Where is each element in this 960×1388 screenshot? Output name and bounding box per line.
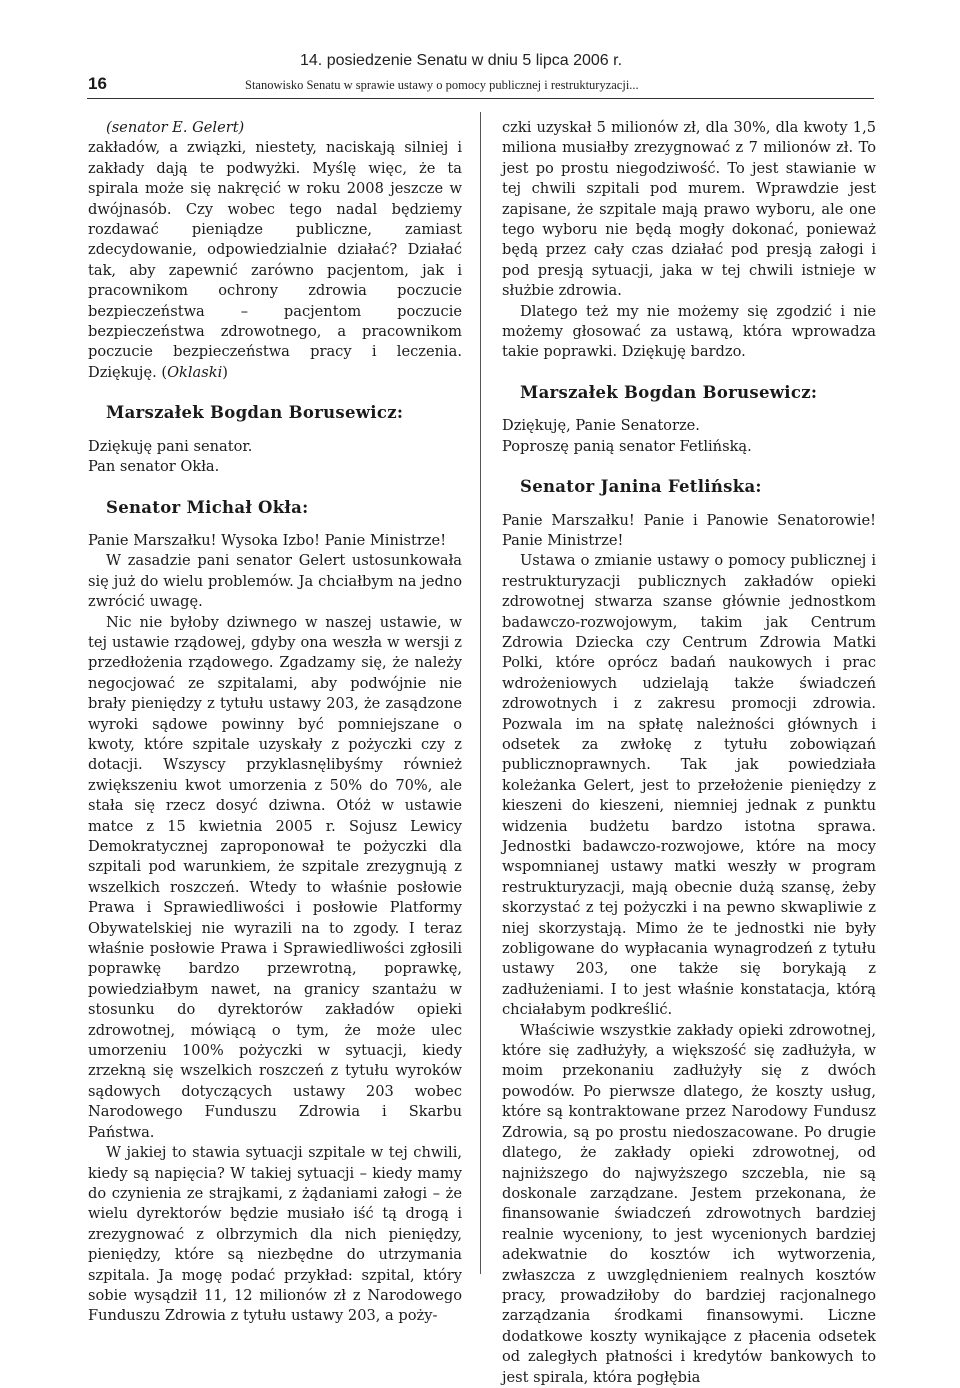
paragraph: Właściwie wszystkie zakłady opieki zdrowotnej, które się zadłużyły, a większość się zadłużyła, w moim przekonaniu zadłużyły się z dwóch powodów. Po pierwsze dlatego, że koszty usług, które są kontraktowane przez Narodowy Fundusz Zdrowia, są po prostu niedoszacowane. Po drugie dlatego, że zakłady opieki zdrowotnej, od najniższego do najwyższego szczebla, nie są doskonale zarządzane. Jestem przekonana, że finansowanie świadczeń zdrowotnych bardziej realnie wyceniony, to jest wycenionych bardziej adekwatnie do kosztów ich wytworzenia, zwłaszcza z uwzględnieniem realnych kosztów pracy, prowadziłoby do bardziej racjonalnego zarządzania środkami finansowymi. Liczne dodatkowe koszty wynikające z płacenia odsetek od zaległych płatności i kredytów bankowych to jest spirala, która pogłębia <box>502 1021 876 1386</box>
paragraph: Dlatego też my nie możemy się zgodzić i nie możemy głosować za ustawą, która wprowadza takie poprawki. Dziękuję bardzo. <box>502 302 876 361</box>
paragraph: Dziękuję pani senator. <box>88 437 253 455</box>
page-header-subtitle: Stanowisko Senatu w sprawie ustawy o pomocy publicznej i restrukturyzacji... <box>245 78 639 92</box>
header-divider <box>87 98 874 99</box>
speaker-attribution: (senator E. Gelert) <box>106 119 245 136</box>
paragraph: Ustawa o zmianie ustawy o pomocy publicznej i restrukturyzacji publicznych zakładów opieki zdrowotnej stwarza szanse głównie jednostkom badawczo-rozwojowym, takim jak Centrum Zdrowia Dziecka czy Centrum Zdrowia Matki Polki, które oprócz badań naukowych i prac wdrożeniowych udzielają także świadczeń zdrowotnych i z zakresu promocji zdrowia. Pozwala im na spłatę należności głównych i odsetek za zwłokę z tytułu zobowiązań publicznoprawnych. Tak jak powiedziała koleżanka Gelert, jest to przełożenie pieniędzy z kieszeni do kieszeni, niemniej jednak z punktu widzenia budżetu bardzo istotna sprawa. Jednostki badawczo-rozwojowe, które na mocy wspomnianej ustawy matki weszły w program restrukturyzacji, mają obecnie dużą szansę, żeby skorzystać z tej pożyczki i na pewno skwapliwie z niej skorzystają. Mimo że te jednostki nie były zobligowane do wypłacania wynagrodzeń z tytułu ustawy 203, one także się borykają z zadłużeniami. I to jest właśnie konstatacja, którą chciałabym podkreślić. <box>502 552 876 1019</box>
left-column <box>88 118 462 1327</box>
paragraph-text: zakładów, a związki, niestety, naciskają silniej i zakłady dają te podwyżki. Myślę więc, że ta spirala może się nakręcić w roku 2008 jeszcze w dwójnasób. Czy wobec tego nadal będziemy rozdawać pieniądze publiczne, zamiast zdecydowanie, odpowiedzialnie działać? Działać tak, aby zapewnić zarówno pacjentom, jak i pracownikom ochrony zdrowia poczucie bezpieczeństwa – pacjentom poczucie bezpieczeństwa zdrowotnego, a pracownikom poczucie bezpieczeństwa pracy i leczenia. Dziękuję. ( <box>88 139 462 381</box>
paragraph: W zasadzie pani senator Gelert ustosunkowała się już do wielu problemów. Ja chciałbym na jedno zwrócić uwagę. <box>88 552 462 611</box>
page-number: 16 <box>88 74 107 93</box>
paragraph: W jakiej to stawia sytuacji szpitale w tej chwili, kiedy są napięcia? W takiej sytuacji – kiedy mamy do czynienia ze strajkami, z żądaniami załogi – że wielu dyrektorów będzie musiało iść tą drogą i zrezygnować z olbrzymich dla nich pieniędzy, pieniędzy, które są niezbędne do utrzymania szpitala. Ja mogę podać przykład: szpital, który sobie wysądził 11, 12 milionów zł z Narodowego Funduszu Zdrowia z tytułu ustawy 203, a poży- <box>88 1144 462 1325</box>
speaker-heading: Marszałek Bogdan Borusewicz: <box>520 382 818 402</box>
paragraph: czki uzyskał 5 milionów zł, dla 30%, dla kwoty 1,5 miliona musiałby zrezygnować z 7 milionów zł. To jest po prostu niegodziwość. To jest stawianie w tej chwili szpitali pod murem. Wprawdzie jest zapisane, że szpitale mają prawo wyboru, ale one tego wyboru nie będą mogły dokonać, ponieważ będą przez cały czas działać pod presją załogi i pod presją sytuacji, jaka w tej chwili istnieje w służbie zdrowia. <box>502 119 876 300</box>
speaker-heading: Marszałek Bogdan Borusewicz: <box>106 403 404 423</box>
speaker-heading: Senator Michał Okła: <box>106 497 309 517</box>
paragraph: Pan senator Okła. <box>88 458 220 476</box>
paragraph: Panie Marszałku! Panie i Panowie Senatorowie! Panie Ministrze! <box>502 511 876 549</box>
applause-note: Oklaski <box>167 363 223 381</box>
paragraph: Poproszę panią senator Fetlińską. <box>502 437 752 455</box>
paragraph: Dziękuję, Panie Senatorze. <box>502 417 700 435</box>
right-column <box>502 118 876 1388</box>
paragraph: Panie Marszałku! Wysoka Izbo! Panie Ministrze! <box>88 531 447 549</box>
speaker-heading: Senator Janina Fetlińska: <box>520 477 762 497</box>
page-header-title: 14. posiedzenie Senatu w dniu 5 lipca 2006 r. <box>300 52 623 69</box>
column-divider <box>480 112 481 1274</box>
paragraph-close: ) <box>222 363 228 381</box>
paragraph: Nic nie byłoby dziwnego w naszej ustawie, w tej ustawie rządowej, gdyby ona weszła w wersji z przedłożenia rządowego. Zgadzamy się, że należy negocjować ze szpitalami, aby podwójnie nie brały pieniędzy z tytułu ustawy 203, że zasądzone wyroki sądowe powinny być pomniejszane o kwoty, które szpitale uzyskały z pożyczki czy z dotacji. Wszyscy przyklasnęlibyśmy również zwiększeniu kwot umorzenia z 50% do 70%, ale stała się rzecz dosyć dziwna. Otóż w ustawie matce z 15 kwietnia 2005 r. Sojusz Lewicy Demokratycznej zaproponował te pożyczki dla szpitali pod warunkiem, że szpitale zrezygnują z wszelkich roszczeń. Wtedy to właśnie posłowie Prawa i Sprawiedliwości i posłowie Platformy Obywatelskiej nie wyrazili na to zgody. I teraz właśnie posłowie Prawa i Sprawiedliwości zgłosili poprawkę bardzo przewrotną, poprawkę, powiedziałbym nawet, na granicy szantażu w stosunku do dyrektorów zakładów opieki zdrowotnej, mówiącą o tym, że może ulec umorzeniu 100% pożyczki w sytuacji, kiedy zrzekną się wszelkich roszczeń z tytułu wyroków sądowych dotyczących ustawy 203 wobec Narodowego Funduszu Zdrowia i Skarbu Państwa. <box>88 613 462 1141</box>
paragraph <box>88 138 462 383</box>
